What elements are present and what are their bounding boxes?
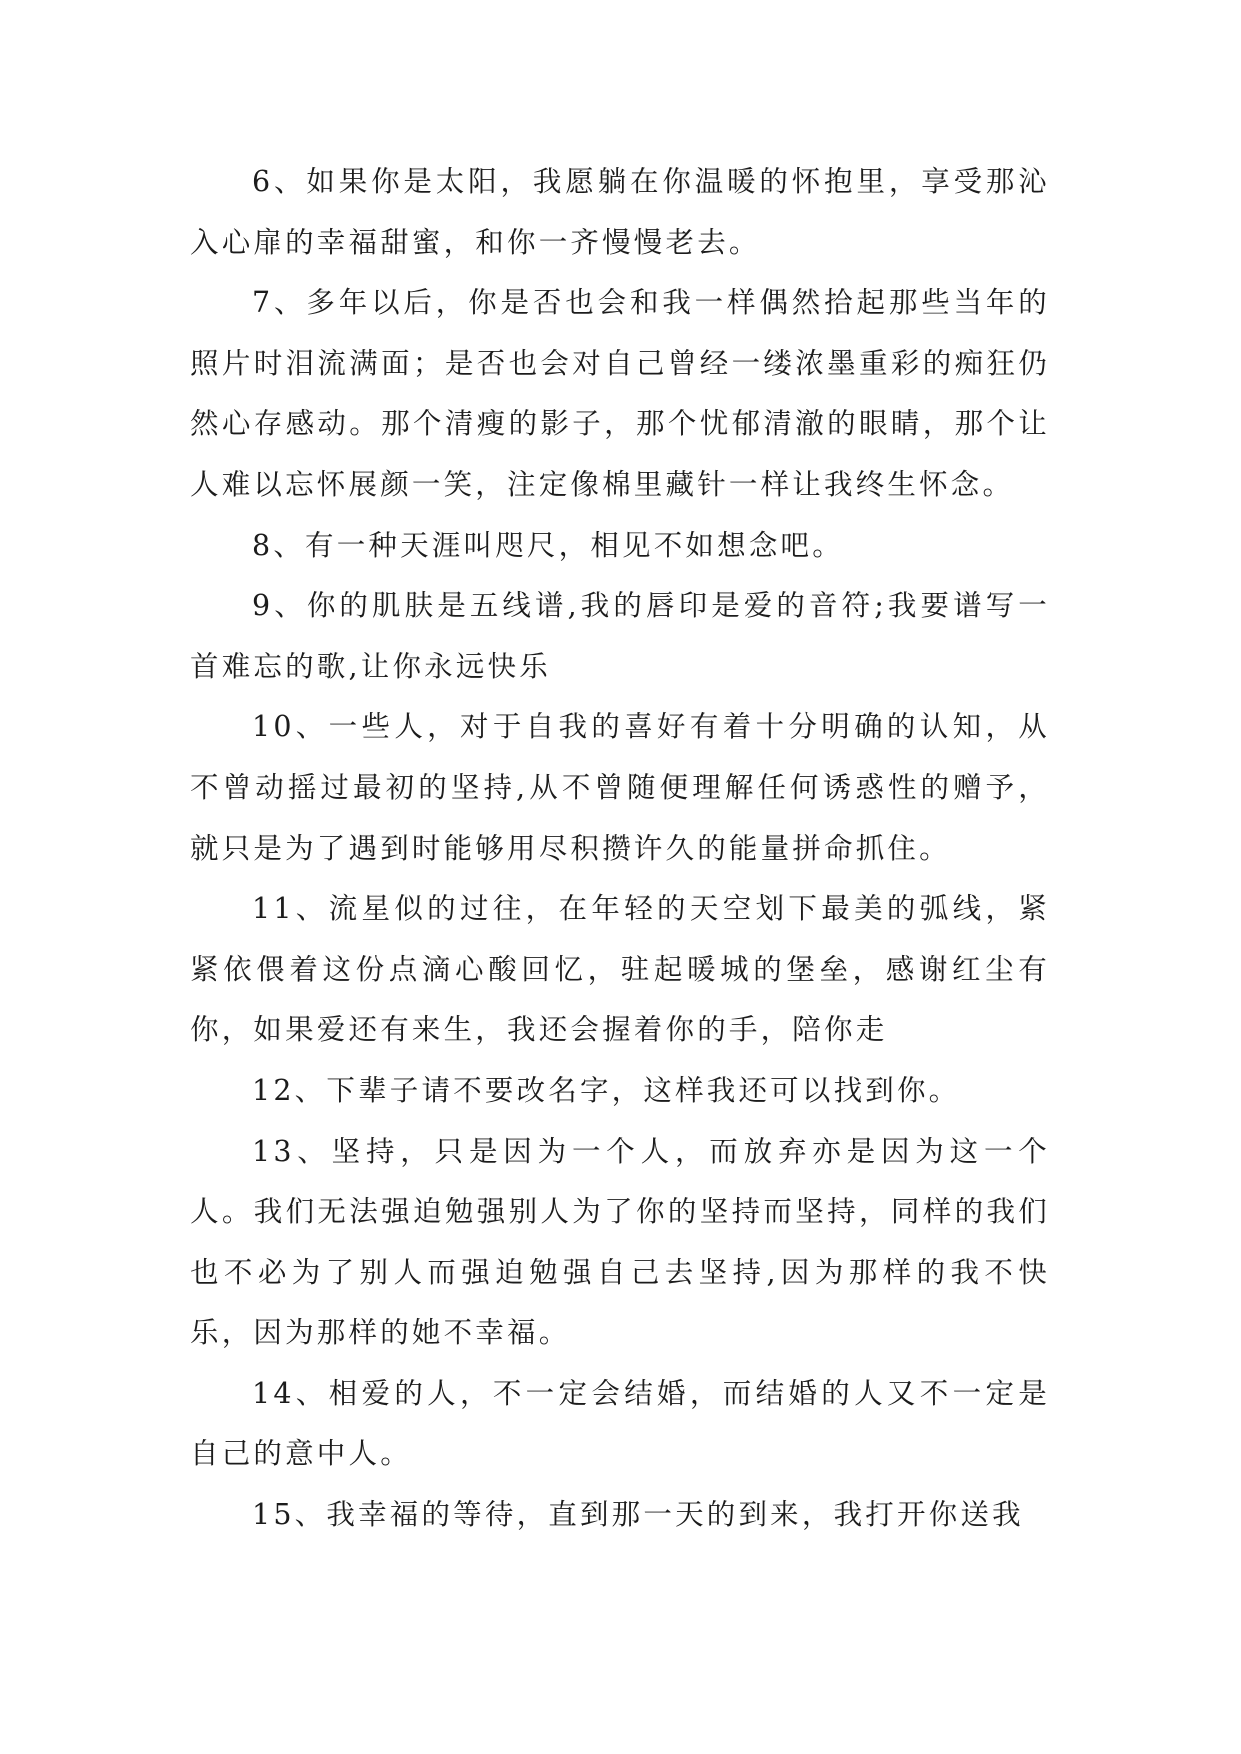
- paragraph-10: 10、一些人，对于自我的喜好有着十分明确的认知，从不曾动摇过最初的坚持,从不曾随便理解任何诱惑性的赠予，就只是为了遇到时能够用尽积攒许久的能量拼命抓住。: [190, 710, 1050, 865]
- document-body: [190, 152, 1050, 1546]
- paragraph-8: 8、有一种天涯叫咫尺，相见不如想念吧。: [252, 528, 844, 562]
- paragraph-14: 14、相爱的人，不一定会结婚，而结婚的人又不一定是自己的意中人。: [190, 1376, 1050, 1471]
- paragraph-7: 7、多年以后，你是否也会和我一样偶然拾起那些当年的照片时泪流满面；是否也会对自己曾经一缕浓墨重彩的痴狂仍然心存感动。那个清瘦的影子，那个忧郁清澈的眼睛，那个让人难以忘怀展颜一笑，注定像棉里藏针一样让我终生怀念。: [190, 286, 1050, 501]
- paragraph-9: 9、你的肌肤是五线谱,我的唇印是爱的音符;我要谱写一首难忘的歌,让你永远快乐: [190, 589, 1050, 683]
- paragraph-6: 6、如果你是太阳，我愿躺在你温暖的怀抱里，享受那沁入心扉的幸福甜蜜，和你一齐慢慢老去。: [190, 165, 1050, 259]
- paragraph-11: 11、流星似的过往，在年轻的天空划下最美的弧线，紧紧依偎着这份点滴心酸回忆，驻起暖城的堡垒，感谢红尘有你，如果爱还有来生，我还会握着你的手，陪你走: [190, 892, 1050, 1047]
- paragraph-12: 12、下辈子请不要改名字，这样我还可以找到你。: [252, 1073, 961, 1107]
- paragraph-13: 13、坚持，只是因为一个人，而放弃亦是因为这一个人。我们无法强迫勉强别人为了你的坚持而坚持，同样的我们也不必为了别人而强迫勉强自己去坚持,因为那样的我不快乐，因为那样的她不幸福。: [190, 1134, 1050, 1350]
- paragraph-15: 15、我幸福的等待，直到那一天的到来，我打开你送我: [252, 1498, 1024, 1532]
